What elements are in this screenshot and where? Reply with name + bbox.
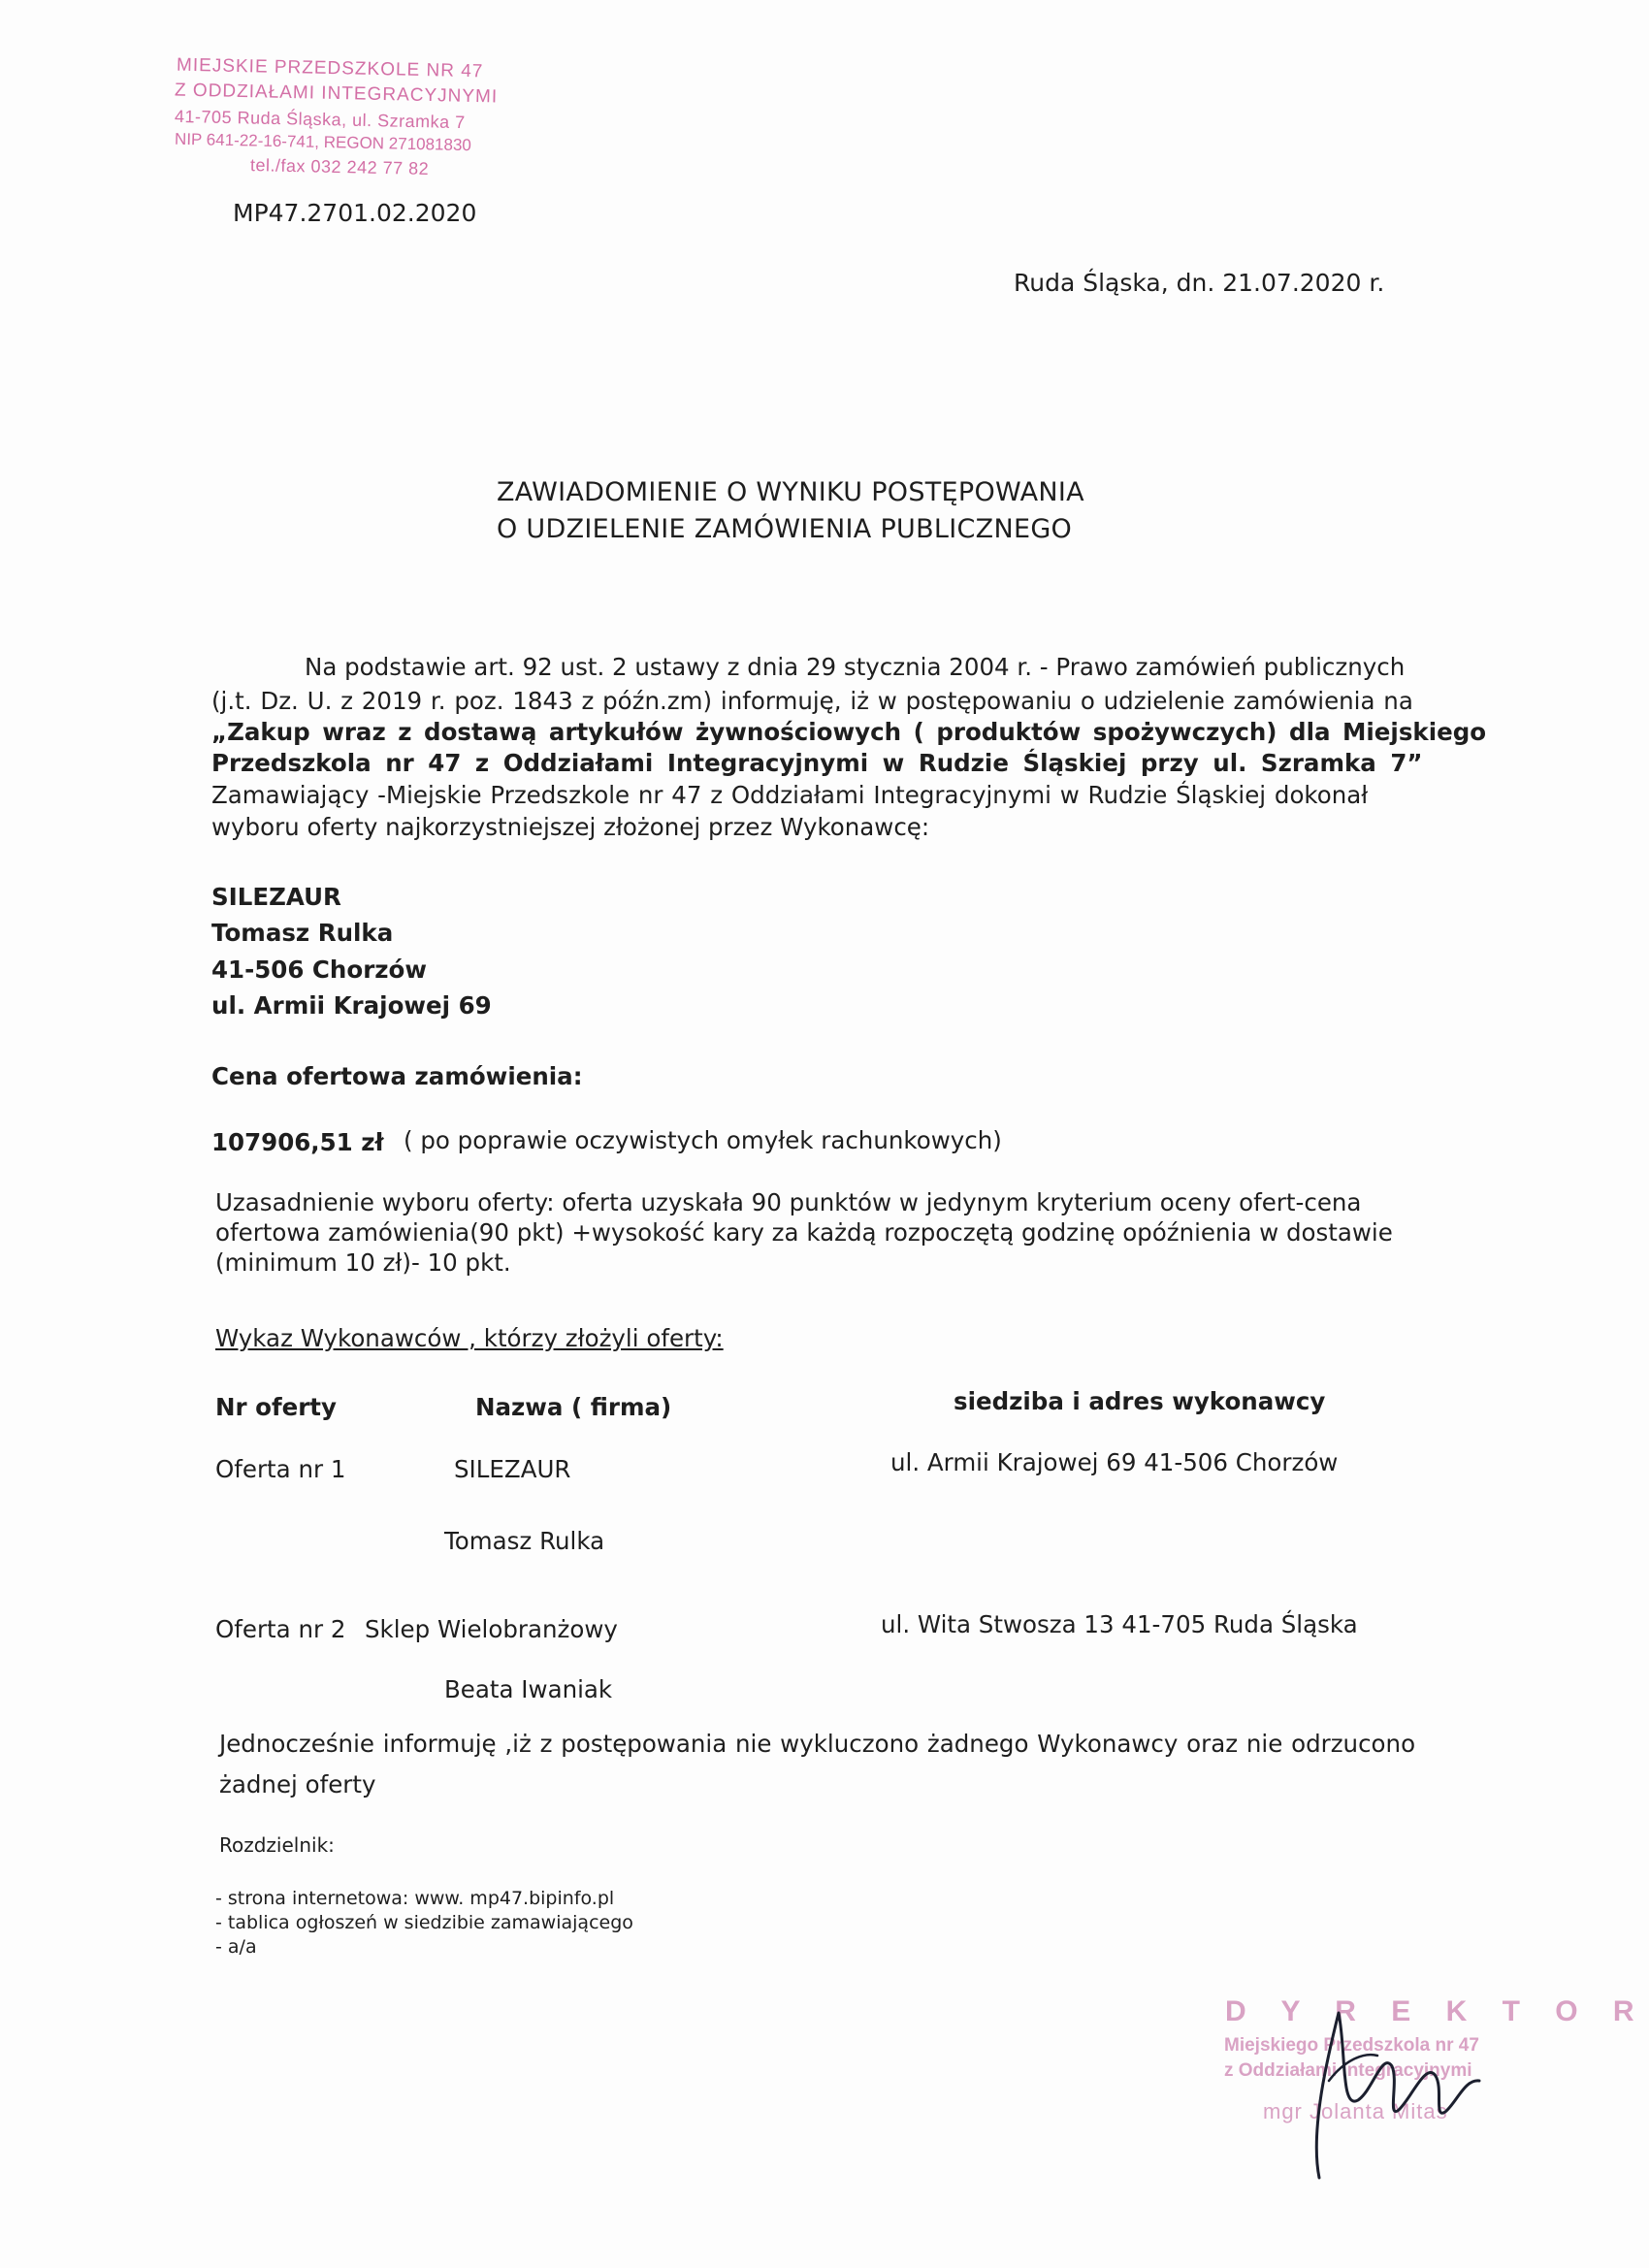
- signature-stamp-line-3: z Oddziałami Integracyjnymi: [1224, 2060, 1472, 2081]
- stamp-line-3: 41-705 Ruda Śląska, ul. Szramka 7: [174, 106, 466, 133]
- bidder-2-address: ul. Wita Stwosza 13 41-705 Ruda Śląska: [881, 1610, 1358, 1638]
- bidders-heading: Wykaz Wykonawców , którzy złożyli oferty:: [215, 1324, 724, 1352]
- intro-line-2: (j.t. Dz. U. z 2019 r. poz. 1843 z późn.zm) informuję, iż w postępowaniu o udzielenie zamówienia na: [211, 687, 1413, 715]
- reference-number: MP47.2701.02.2020: [233, 199, 477, 227]
- winner-street: ul. Armii Krajowej 69: [211, 991, 492, 1020]
- signature-stamp-line-4: mgr Jolanta Mitas: [1263, 2099, 1448, 2123]
- stamp-line-4: NIP 641-22-16-741, REGON 271081830: [174, 129, 472, 155]
- distribution-item-1: - strona internetowa: www. mp47.bipinfo.pl: [215, 1888, 615, 1909]
- bidder-2-name-line-2: Beata Iwaniak: [444, 1675, 613, 1703]
- bidder-2-number: Oferta nr 2: [215, 1615, 346, 1643]
- column-header-name: Nazwa ( firma): [475, 1393, 672, 1421]
- stamp-line-1: MIEJSKIE PRZEDSZKOLE NR 47: [176, 54, 484, 82]
- intro-line-1: Na podstawie art. 92 ust. 2 ustawy z dnia 29 stycznia 2004 r. - Prawo zamówień publicznych: [305, 653, 1406, 681]
- bidder-1-name-line-2: Tomasz Rulka: [444, 1527, 605, 1555]
- justification-line-1: Uzasadnienie wyboru oferty: oferta uzyskała 90 punktów w jedynym kryterium oceny ofert-cena: [215, 1188, 1362, 1216]
- justification-line-3: (minimum 10 zł)- 10 pkt.: [215, 1248, 511, 1277]
- signature-stamp-title: D Y R E K T O R: [1225, 1995, 1648, 2027]
- distribution-label: Rozdzielnik:: [219, 1833, 335, 1857]
- intro-line-5: Zamawiający -Miejskie Przedszkole nr 47 z Oddziałami Integracyjnymi w Rudzie Śląskiej dokonał: [211, 781, 1369, 809]
- winner-name: SILEZAUR: [211, 883, 341, 911]
- intro-line-6: wyboru oferty najkorzystniejszej złożonej przez Wykonawcę:: [211, 813, 930, 841]
- justification-line-2: ofertowa zamówienia(90 pkt) +wysokość kary za każdą rozpoczętą godzinę opóźnienia w dostawie: [215, 1218, 1393, 1247]
- intro-line-4: Przedszkola nr 47 z Oddziałami Integracyjnymi w Rudzie Śląskiej przy ul. Szramka 7”: [211, 749, 1423, 777]
- price-note: ( po poprawie oczywistych omyłek rachunkowych): [404, 1126, 1002, 1154]
- bidder-1-number: Oferta nr 1: [215, 1455, 346, 1483]
- bidder-1-name: SILEZAUR: [454, 1455, 571, 1483]
- price-label: Cena ofertowa zamówienia:: [211, 1062, 583, 1090]
- signature-stamp-line-2: Miejskiego Przedszkola nr 47: [1224, 2035, 1479, 2056]
- bidder-2-name: Sklep Wielobranżowy: [365, 1615, 618, 1643]
- distribution-item-2: - tablica ogłoszeń w siedzibie zamawiającego: [215, 1912, 633, 1933]
- intro-line-3: „Zakup wraz z dostawą artykułów żywnościowych ( produktów spożywczych) dla Miejskiego: [211, 718, 1487, 746]
- handwritten-signature: [1290, 1993, 1504, 2187]
- winner-person: Tomasz Rulka: [211, 919, 394, 947]
- distribution-item-3: - a/a: [215, 1936, 257, 1958]
- title-line-2: O UDZIELENIE ZAMÓWIENIA PUBLICZNEGO: [497, 514, 1073, 544]
- bidder-1-address: ul. Armii Krajowej 69 41-506 Chorzów: [890, 1448, 1339, 1476]
- title-line-1: ZAWIADOMIENIE O WYNIKU POSTĘPOWANIA: [497, 477, 1084, 507]
- column-header-address: siedziba i adres wykonawcy: [954, 1387, 1326, 1415]
- stamp-line-5: tel./fax 032 242 77 82: [249, 155, 430, 178]
- place-date: Ruda Śląska, dn. 21.07.2020 r.: [1014, 269, 1385, 297]
- winner-city: 41-506 Chorzów: [211, 956, 427, 984]
- stamp-line-2: Z ODDZIAŁAMI INTEGRACYJNYMI: [174, 80, 499, 108]
- closing-line-1: Jednocześnie informuję ,iż z postępowania nie wykluczono żadnego Wykonawcy oraz nie odrzucono: [219, 1730, 1416, 1758]
- price-amount: 107906,51 zł: [211, 1128, 384, 1156]
- column-header-number: Nr oferty: [215, 1393, 337, 1421]
- closing-line-2: żadnej oferty: [219, 1770, 376, 1798]
